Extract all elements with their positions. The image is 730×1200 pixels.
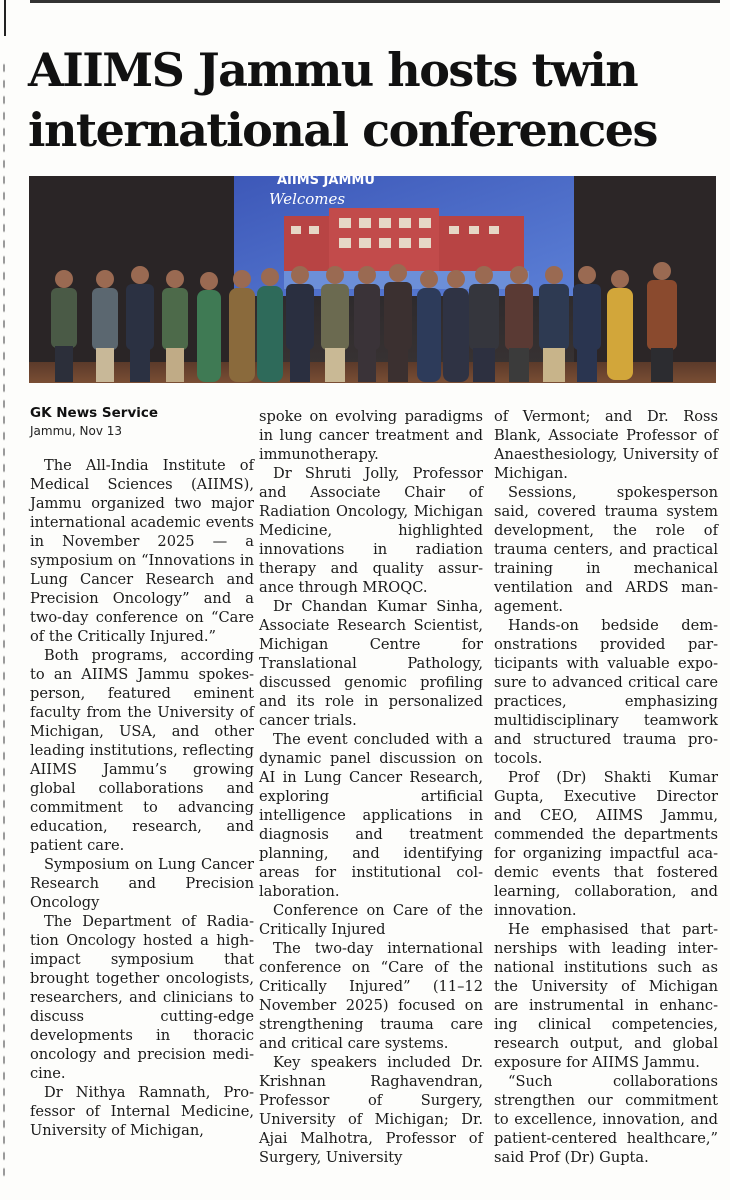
paragraph: Dr Shruti Jolly, Professor and Associate Chair of Radiation Oncology, Michigan Medicine, highlighted innovations in radiation therapy and quality assurance through MROQC. <box>259 465 483 596</box>
article-column-1 <box>30 404 254 1140</box>
dateline: Jammu, Nov 13 <box>30 424 123 438</box>
article-column-2 <box>259 407 483 1167</box>
paragraph: Sessions, spokesperson said, covered trauma system development, the role of trauma centers, and practical training in mechanical ventilation and ARDS management. <box>494 484 718 615</box>
left-edge-rule <box>4 0 6 36</box>
paragraph: The Department of Radiation Oncology hosted a high-impact symposium that brought together oncologists, researchers, and clinicians to discuss cutting-edge developments in thoracic oncology and precision medicine. <box>30 913 254 1082</box>
event-photo <box>29 176 716 383</box>
paragraph: Dr Chandan Kumar Sinha, Associate Research Scientist, Michigan Centre for Translational Pathology, discussed genomic profiling and its role in personalized cancer trials. <box>259 598 483 729</box>
headline: AIIMS Jammu hosts twin international conferences <box>28 43 657 157</box>
subheading: Symposium on Lung Cancer Research and Precision Oncology <box>30 856 254 911</box>
screen-banner-welcome: Welcomes <box>269 190 346 208</box>
paragraph: Dr Nithya Ramnath, Professor of Internal Medicine, University of Michigan, <box>30 1084 254 1139</box>
group-of-people <box>51 262 677 382</box>
subheading: Conference on Care of the Critically Injured <box>259 902 483 938</box>
paragraph: “Such collaborations strengthen our commitment to excellence, innovation, and patient-centered healthcare,” said Prof (Dr) Gupta. <box>494 1073 718 1166</box>
paragraph: He emphasised that partnerships with leading international institutions such as the University of Michigan are instrumental in enhancing clinical competencies, research output, and global exposure for AIIMS Jammu. <box>494 921 718 1071</box>
top-rule <box>30 0 720 3</box>
byline: GK News Service <box>30 405 159 421</box>
paragraph: Key speakers included Dr. Krishnan Raghavendran, Professor of Surgery, University of Michigan; Dr. Ajai Malhotra, Professor of Surgery, University <box>259 1054 483 1166</box>
paragraph: The All-India Institute of Medical Sciences (AIIMS), Jammu organized two major international academic events in November 2025 — a symposium on “Innovations in Lung Cancer Research and Precision Oncology” and a two-day conference on “Care of the Critically Injured.” <box>30 457 254 645</box>
paragraph: of Vermont; and Dr. Ross Blank, Associate Professor of Anaesthesiology, University of Michigan. <box>494 408 718 482</box>
paragraph: Hands-on bedside demonstrations provided participants with valuable exposure to advanced critical care practices, emphasizing multidisciplinary teamwork and structured trauma protocols. <box>494 617 718 767</box>
paragraph: Prof (Dr) Shakti Kumar Gupta, Executive Director and CEO, AIIMS Jammu, commended the departments for organizing impactful academic events that fostered learning, collaboration, and innovation. <box>494 769 718 919</box>
left-edge-dots <box>2 60 6 1180</box>
screen-banner-title: AIIMS JAMMU <box>277 176 375 188</box>
article-column-3 <box>494 407 718 1167</box>
paragraph: spoke on evolving paradigms in lung cancer treatment and immunotherapy. <box>259 408 483 463</box>
paragraph: The two-day international conference on “Care of the Critically Injured” (11–12 November 2025) focused on strengthening trauma care and critical care systems. <box>259 940 483 1052</box>
paragraph: The event concluded with a dynamic panel discussion on AI in Lung Cancer Research, exploring artificial intelligence applications in diagnosis and treatment planning, and identifying areas for institutional collaboration. <box>259 731 483 900</box>
paragraph: Both programs, according to an AIIMS Jammu spokesperson, featured eminent faculty from the University of Michigan, USA, and other leading institutions, reflecting AIIMS Jammu’s growing global collaborations and commitment to advancing education, research, and patient care. <box>30 647 254 854</box>
event-photo-graphic <box>29 176 716 383</box>
